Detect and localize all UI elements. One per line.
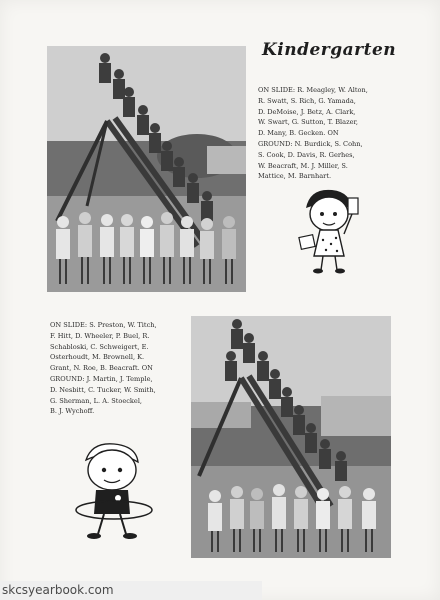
class-photo-bottom — [191, 316, 391, 558]
caption-line: R. Swatt, S. Rich, G. Yamada, — [258, 96, 356, 105]
caption-line: W. Swart, G. Sutton, T. Blazer, — [258, 118, 359, 127]
caption-line: F. Hitt, D. Wheeler, P. Buel, R. — [50, 331, 150, 340]
section-heading: Kindergarten — [262, 40, 397, 60]
caption-line: GROUND: J. Martin, J. Temple, — [50, 374, 153, 383]
caption-line: S. Cook, D. Davis, R. Gerhes, — [258, 150, 355, 159]
caption-line: B. J. Wychoff. — [50, 407, 95, 416]
caption-line: G. Sherman, L. A. Stoeckel, — [50, 396, 143, 405]
caption-bottom — [50, 320, 188, 417]
caption-line: Osterhoudt, M. Brownell, K. — [50, 353, 145, 362]
caption-line: Mattice, M. Barnhart. — [258, 172, 332, 181]
caption-line: W. Beacraft, M. J. Miller, S. — [258, 161, 348, 170]
caption-line: ON SLIDE: S. Preston, W. Titch, — [50, 321, 157, 329]
class-photo-top — [47, 46, 246, 292]
caption-line: D. Nesbitt, C. Tucker, W. Smith, — [50, 385, 156, 394]
caption-top — [258, 85, 408, 182]
cartoon-girl-illustration — [296, 184, 364, 276]
caption-line: D. DeMoise, J. Betz, A. Clark, — [258, 107, 356, 116]
caption-line: Grant, N. Roe, B. Beacraft. ON — [50, 364, 153, 373]
class-photo-top-image — [47, 46, 246, 292]
caption-line: GROUND: N. Burdick, S. Cohn, — [258, 139, 363, 148]
caption-line: Schabloski, C. Schweigert, E. — [50, 342, 149, 351]
cartoon-boy-hula-hoop-illustration — [74, 440, 154, 544]
class-photo-bottom-image — [191, 316, 391, 558]
watermark-footer: skcsyearbook.com — [0, 581, 262, 600]
caption-line: ON SLIDE: R. Meagley, W. Alton, — [258, 86, 368, 94]
caption-line: D. Many, B. Gecken. ON — [258, 129, 339, 138]
